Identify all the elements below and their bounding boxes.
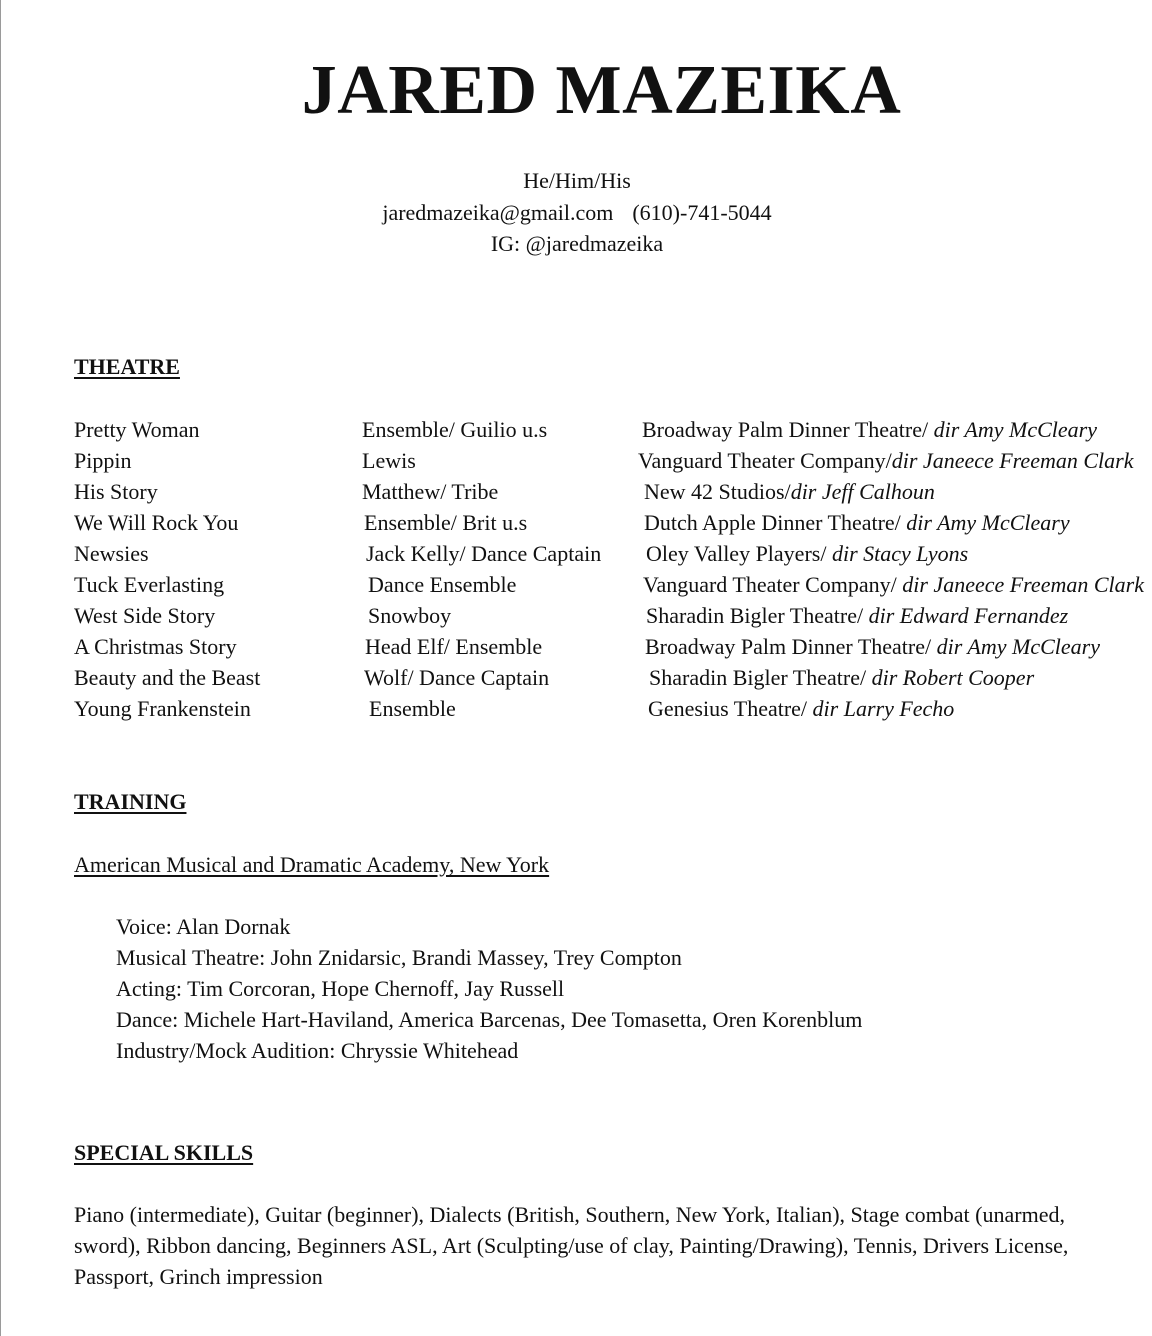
credit-director: dir Jeff Calhoun: [790, 479, 935, 504]
credit-role: Matthew/ Tribe: [362, 479, 499, 504]
training-item: Acting: Tim Corcoran, Hope Chernoff, Jay Russell: [116, 976, 565, 1001]
credit-row: [1, 450, 1152, 478]
credit-director: dir Edward Fernandez: [868, 603, 1069, 628]
special-skills-text: Piano (intermediate), Guitar (beginner), Dialects (British, Southern, New York, Italian), Stage combat (unarmed, sword), Ribbon dancing, Beginners ASL, Art (Sculpting/use of clay, Painting/Drawing), Tennis, Drivers License, Passport, Grinch impression: [74, 1202, 1069, 1289]
special-skills-heading: SPECIAL SKILLS: [74, 1140, 254, 1165]
credit-director: dir Amy McCleary: [936, 634, 1100, 659]
email-link[interactable]: jaredmazeika@gmail.com: [382, 200, 614, 225]
credit-show: West Side Story: [74, 603, 216, 628]
credit-director: dir Robert Cooper: [871, 665, 1035, 690]
credit-director: dir Amy McCleary: [906, 510, 1070, 535]
credit-show: Tuck Everlasting: [74, 572, 225, 597]
credit-row: [1, 419, 1152, 447]
company-name: Dutch Apple Dinner Theatre/: [644, 510, 907, 535]
credit-show: Pretty Woman: [74, 417, 200, 442]
instagram-handle: IG: @jaredmazeika: [490, 231, 664, 256]
company-name: Vanguard Theater Company/: [643, 572, 903, 597]
credit-role: Dance Ensemble: [368, 572, 517, 597]
credit-row: [1, 698, 1152, 726]
pronouns: He/Him/His: [523, 168, 631, 193]
credit-director: dir Janeece Freeman Clark: [902, 572, 1144, 597]
credit-company: [646, 605, 1068, 627]
credit-director: dir Amy McCleary: [933, 417, 1097, 442]
training-item: Industry/Mock Audition: Chryssie Whitehead: [116, 1038, 519, 1063]
credit-company: [644, 512, 1070, 534]
theatre-heading: THEATRE: [74, 354, 180, 379]
credit-row: [1, 605, 1152, 633]
credit-company: [644, 481, 935, 503]
credit-company: [646, 543, 968, 565]
training-item: Voice: Alan Dornak: [116, 914, 291, 939]
credit-company: [642, 419, 1097, 441]
credit-company: [645, 636, 1100, 658]
company-name: Vanguard Theater Company/: [638, 448, 892, 473]
credit-role: Ensemble/ Brit u.s: [364, 510, 528, 535]
contact-email-phone: [1, 202, 1152, 224]
credit-company: [648, 698, 954, 720]
credit-row: [1, 512, 1152, 540]
resume-name: JARED MAZEIKA: [301, 52, 902, 129]
credit-show: We Will Rock You: [74, 510, 239, 535]
training-school: American Musical and Dramatic Academy, New York: [74, 852, 550, 877]
credit-director: dir Stacy Lyons: [831, 541, 969, 566]
credit-company: [643, 574, 1144, 596]
credit-role: Ensemble: [369, 696, 456, 721]
company-name: New 42 Studios/: [644, 479, 791, 504]
credit-show: A Christmas Story: [74, 634, 237, 659]
credit-role: Ensemble/ Guilio u.s: [362, 417, 548, 442]
credit-row: [1, 667, 1152, 695]
training-item: Dance: Michele Hart-Haviland, America Barcenas, Dee Tomasetta, Oren Korenblum: [116, 1007, 863, 1032]
company-name: Genesius Theatre/: [648, 696, 813, 721]
credit-director: dir Janeece Freeman Clark: [891, 448, 1134, 473]
company-name: Oley Valley Players/: [646, 541, 832, 566]
phone-number: (610)-741-5044: [632, 200, 772, 225]
company-name: Sharadin Bigler Theatre/: [646, 603, 869, 628]
credit-role: Head Elf/ Ensemble: [365, 634, 543, 659]
company-name: Broadway Palm Dinner Theatre/: [642, 417, 934, 442]
credit-role: Jack Kelly/ Dance Captain: [366, 541, 602, 566]
credit-role: Lewis: [362, 448, 416, 473]
credit-row: [1, 636, 1152, 664]
credit-company: [649, 667, 1034, 689]
credit-show: Beauty and the Beast: [74, 665, 261, 690]
credit-row: [1, 543, 1152, 571]
training-heading: TRAINING: [74, 789, 187, 814]
credit-director: dir Larry Fecho: [812, 696, 955, 721]
company-name: Sharadin Bigler Theatre/: [649, 665, 872, 690]
credit-row: [1, 574, 1152, 602]
credit-show: Young Frankenstein: [74, 696, 251, 721]
training-item: Musical Theatre: John Znidarsic, Brandi Massey, Trey Compton: [116, 945, 682, 970]
credit-company: [638, 450, 1133, 472]
credit-show: His Story: [74, 479, 158, 504]
credit-row: [1, 481, 1152, 509]
credit-show: Pippin: [74, 448, 132, 473]
credit-show: Newsies: [74, 541, 149, 566]
company-name: Broadway Palm Dinner Theatre/: [645, 634, 937, 659]
credit-role: Wolf/ Dance Captain: [364, 665, 550, 690]
credit-role: Snowboy: [368, 603, 452, 628]
